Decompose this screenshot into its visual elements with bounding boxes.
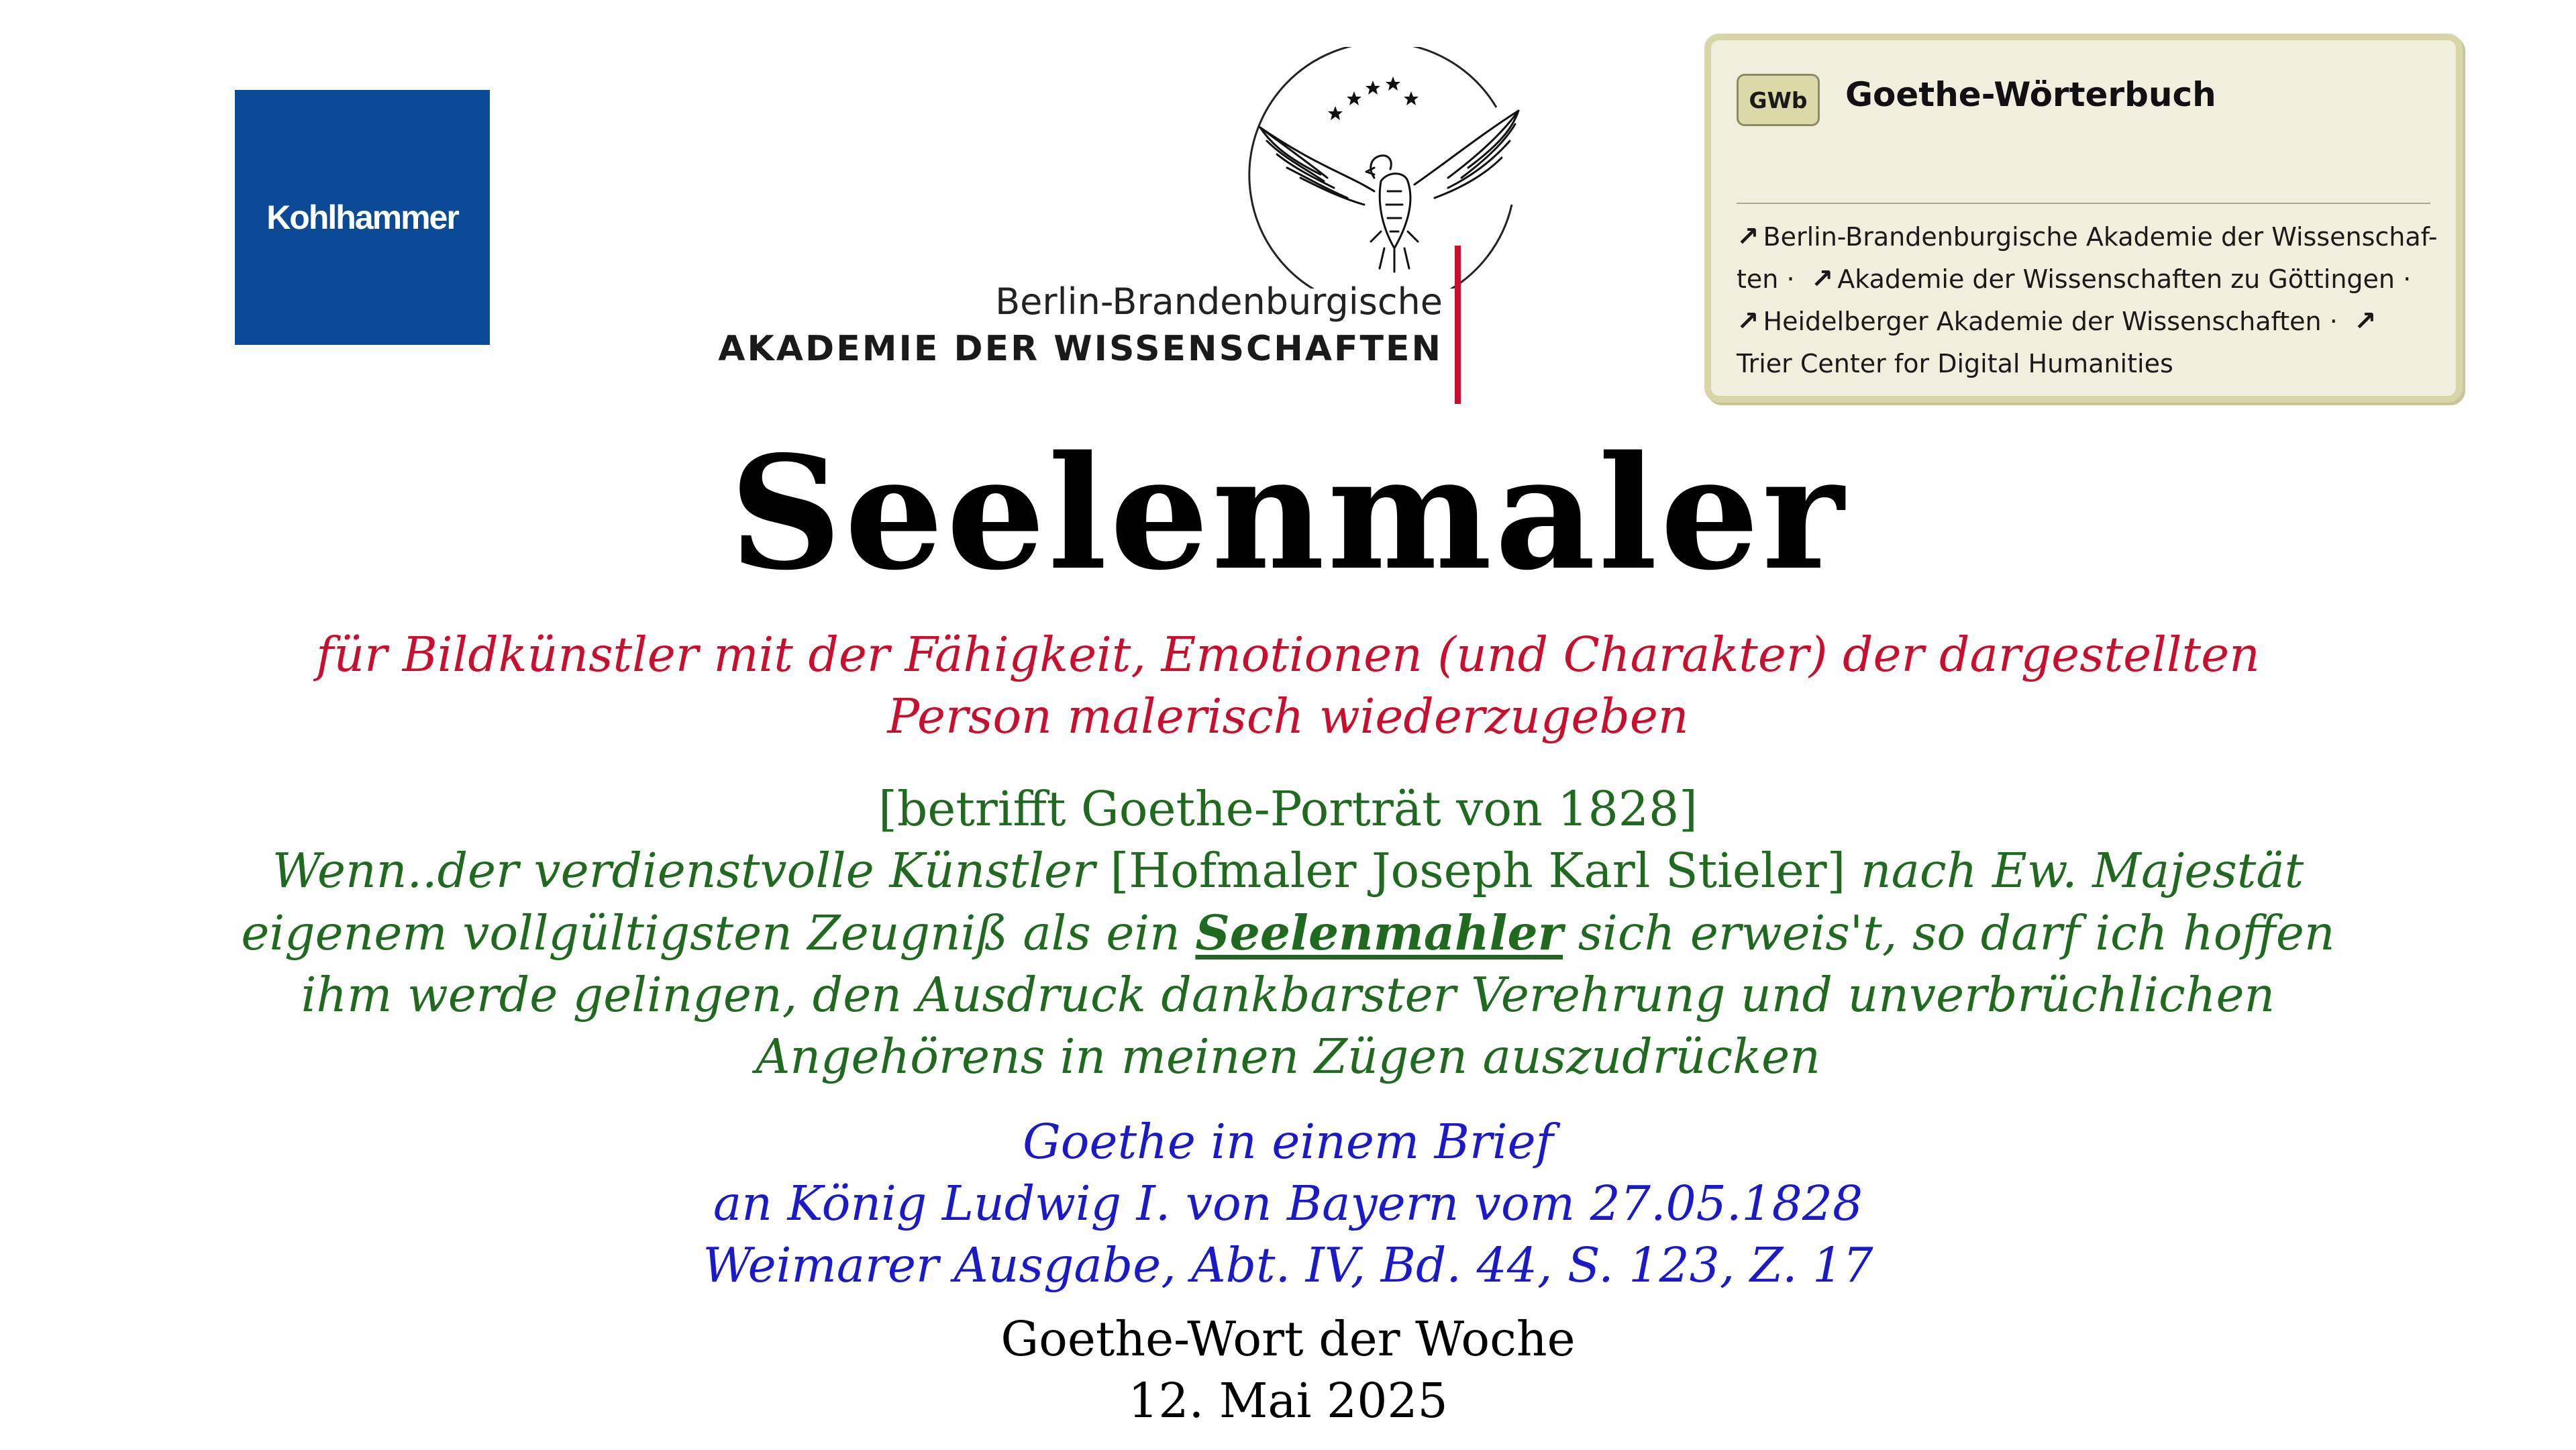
gwb-link-trier[interactable]: Trier Center for Digital Humanities <box>1737 349 2173 378</box>
gwb-link-bbaw-cont[interactable]: ten <box>1737 264 1779 294</box>
source-line2: an König Ludwig I. von Bayern vom 27.05.1828 <box>713 1176 1863 1231</box>
definition-text: für Bildkünstler mit der Fähigkeit, Emotionen (und Charakter) der dargestellten Person malerisch wiederzugeben <box>316 627 2260 744</box>
gwb-info-box <box>1704 34 2463 403</box>
gwb-badge: GWb <box>1737 74 1820 126</box>
gwb-title: Goethe-Wörterbuch <box>1845 75 2216 114</box>
footer <box>0 1308 2576 1432</box>
external-link-icon: ↗ <box>1737 306 1759 337</box>
source-line1: Goethe in einem Brief <box>1023 1114 1553 1170</box>
external-link-icon: ↗ <box>2353 306 2377 337</box>
bbaw-logo-line1: Berlin-Brandenburgische <box>995 280 1443 323</box>
source-line3: Weimarer Ausgabe, Abt. IV, Bd. 44, S. 123, Z. 17 <box>703 1237 1873 1293</box>
goethe-quote <box>221 840 2355 1088</box>
footer-date: 12. Mai 2025 <box>1128 1373 1448 1429</box>
quote-part2: nach Ew. Majestät eigenem vollgültigsten Zeugniß als ein <box>241 843 2304 961</box>
eagle-emblem-icon <box>1247 47 1529 289</box>
bbaw-logo <box>684 47 1530 409</box>
gwb-link-bbaw[interactable]: Berlin-Brandenburgische Akademie der Wissenschaf- <box>1763 222 2438 252</box>
quote-part1: Wenn..der verdienstvolle Künstler <box>272 843 1095 898</box>
external-link-icon: ↗ <box>1737 221 1759 252</box>
gwb-link-list <box>1737 216 2436 385</box>
link-separator: · <box>2329 307 2338 336</box>
kohlhammer-logo-text: Kohlhammer <box>266 199 458 236</box>
quote-part3: sich erweis't, so darf ich hoffen ihm werde gelingen, den Ausdruck dankbarster Verehrung und unverbrüchlichen Angehörens in meinen Zügen auszudrücken <box>301 905 2335 1084</box>
bbaw-logo-line2: AKADEMIE DER WISSENSCHAFTEN <box>718 329 1443 369</box>
quote-source <box>0 1111 2576 1296</box>
gwb-link-goettingen[interactable]: Akademie der Wissenschaften zu Göttingen <box>1837 264 2395 294</box>
gwb-divider <box>1737 203 2430 204</box>
bbaw-accent-rule <box>1455 246 1461 404</box>
headword-title: Seelenmaler <box>729 421 1847 605</box>
quote-insert: [Hofmaler Joseph Karl Stieler] <box>1110 843 1846 898</box>
link-separator: · <box>2403 264 2412 294</box>
footer-label: Goethe-Wort der Woche <box>1000 1311 1576 1367</box>
link-separator: · <box>1786 264 1795 294</box>
gwb-link-heidelberg[interactable]: Heidelberger Akademie der Wissenschaften <box>1763 307 2322 336</box>
kohlhammer-logo <box>235 90 490 345</box>
external-link-icon: ↗ <box>1810 264 1834 295</box>
quote-keyword-link[interactable]: Seelenmahler <box>1195 904 1563 961</box>
context-note: [betrifft Goethe-Porträt von 1828] <box>878 781 1698 837</box>
